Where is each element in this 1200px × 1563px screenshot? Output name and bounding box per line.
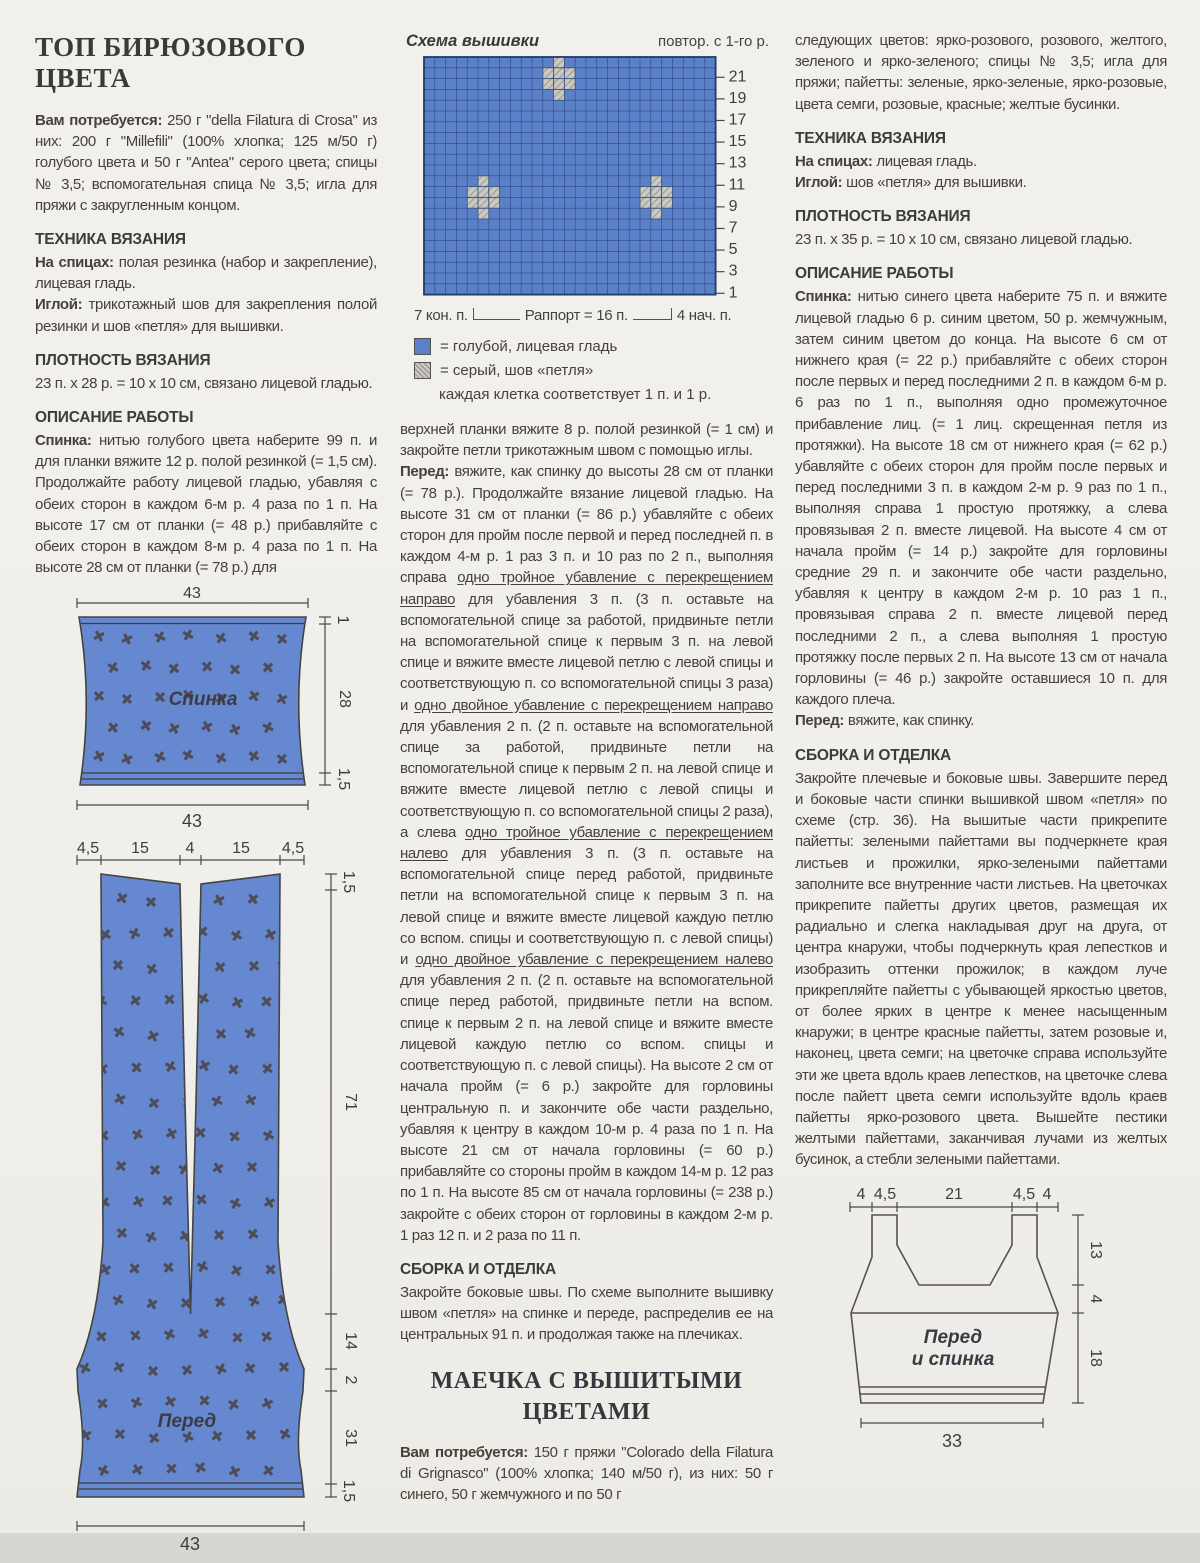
left-column bbox=[35, 30, 377, 1563]
chart-label-end-sts: 7 кон. п. bbox=[414, 307, 468, 324]
dim-front-r1: 1,5 bbox=[340, 871, 357, 894]
dim-front-r4: 2 bbox=[342, 1376, 359, 1385]
materials2-paragraph: Вам потребуется: 150 г пряжи "Colorado della Filatura di Grignasco" (100% хлопка; 140 м/50 г), из них: 50 г синего, 50 г жемчужного и по 50 г bbox=[400, 1443, 773, 1503]
tank-label-line1: Перед bbox=[923, 1326, 983, 1348]
colors-continuation-paragraph: следующих цветов: ярко-розового, розового, желтого, зеленого и ярко-зеленого; спицы № 3,5; игла для пряжи; пайетты: зеленые, ярко-зеленые, ярко-розовые, цвета семги, розовые, красные; желтые бусинки. bbox=[795, 32, 1167, 113]
schematic-front bbox=[35, 842, 377, 1563]
dim-tank-r1: 13 bbox=[1087, 1240, 1104, 1259]
svg-text:19: 19 bbox=[728, 89, 747, 107]
section-header-density: ПЛОТНОСТЬ ВЯЗАНИЯ bbox=[35, 351, 211, 369]
dim-front-r2: 71 bbox=[342, 1093, 359, 1112]
materials-paragraph: Вам потребуется: 250 г "della Filatura di Crosa" из них: 200 г "Millefili" (100% хлопка; 125 м/50 г) голубого цвета и 50 г "Antea" серого цвета; спицы № 3,5; вспомогательная спица № 3,5; игла для пряжи с закругленным концом. bbox=[35, 112, 377, 214]
svg-text:15: 15 bbox=[728, 133, 747, 151]
dim-back-hem-top: 1 bbox=[334, 616, 351, 625]
legend-item-blue bbox=[414, 336, 773, 357]
dim-back-hem-bottom: 1,5 bbox=[335, 768, 352, 791]
work-paragraph: Спинка: нитью голубого цвета наберите 99 п. и для планки вяжите 12 р. полой резинкой (= 1,5 см). Продолжайте работу лицевой гладью, убавляя с обеих сторон в каждом 6-м р. 4 раза по 1 п. На высоте 17 см от планки (= 48 р.) прибавляйте с обеих сторон в каждом 8-м р. 4 раза по 1 п. На высоте 28 см от планки (= 78 р.) для bbox=[35, 432, 377, 577]
svg-text:3: 3 bbox=[728, 262, 738, 280]
section-header-work-2: ОПИСАНИЕ РАБОТЫ bbox=[795, 265, 954, 283]
dim-tank-top-2: 4,5 bbox=[873, 1185, 897, 1203]
front-piece-label: Перед bbox=[157, 1411, 217, 1433]
assembly2-paragraph: Закройте плечевые и боковые швы. Завершите перед и боковые части спинки вышивкой швом «петля» по схеме (стр. 36). На вышитые части прикрепите пайетты: зелеными пайеттами вы подчеркнете края листьев и прожилки, ярко-зелеными пайеттами заполните все внутренние части листьев. На цветочках прикрепите пайетты других цветов, размещая их радиально и слегка накладывая друг на друга, от центра кнаружи, чтобы подчеркнуть края лепестков и изобразить оттенки прожилок; в каждом луче прикрепляйте пайетты с убывающей яркостью цветов, от более ярких в центре к менее насыщенным кнаружи; в центре красные пайетты, затем розовые и, наконец, цвета семги; на цветочке справа используйте эти же цвета вдоль краев лепестков, на цветочке слева после пайетт цвета семги используйте вдоль краев пайетты ярко-розового цвета. Вышейте пестики желтыми пайеттами, заканчивая лучами из желтых бусинок, а стебли зелеными пайеттами. bbox=[795, 769, 1167, 1169]
continuation-paragraph: верхней планки вяжите 8 р. полой резинкой (= 1 см) и закройте петли трикотажным швом с помощью иглы. bbox=[400, 421, 773, 460]
section-header-work: ОПИСАНИЕ РАБОТЫ bbox=[35, 409, 194, 427]
chart-label-rapport: Раппорт = 16 п. bbox=[524, 307, 628, 324]
tank-label-line2: и спинка bbox=[911, 1348, 995, 1370]
embroidery-chart-svg bbox=[424, 57, 760, 302]
chart-label-start-sts: 4 нач. п. bbox=[676, 307, 732, 324]
technique2-needles: На спицах: лицевая гладь. bbox=[795, 152, 977, 170]
second-article-title bbox=[406, 1366, 767, 1428]
back-piece-label: Спинка bbox=[168, 689, 238, 711]
dim-front-r5: 31 bbox=[342, 1429, 359, 1448]
chart-bottom-labels bbox=[414, 307, 773, 324]
svg-text:21: 21 bbox=[728, 68, 747, 86]
legend-blue-text: = голубой, лицевая гладь bbox=[440, 338, 618, 355]
technique-needles: На спицах: полая резинка (набор и закрепление), лицевая гладь. bbox=[35, 254, 377, 293]
chart-repeat-note: повтор. с 1-го р. bbox=[658, 33, 769, 50]
schematic-back bbox=[35, 587, 377, 836]
legend-note: каждая клетка соответствует 1 п. и 1 р. bbox=[439, 386, 712, 403]
section-header-assembly-2: СБОРКА И ОТДЕЛКА bbox=[795, 746, 951, 764]
schematic-back-svg bbox=[35, 587, 377, 831]
dim-front-bottom: 43 bbox=[179, 1534, 201, 1555]
svg-text:17: 17 bbox=[728, 111, 747, 129]
svg-text:9: 9 bbox=[728, 197, 738, 215]
grey-hatch-swatch-icon bbox=[414, 362, 431, 379]
chart-header bbox=[406, 32, 769, 51]
schematic-front-svg bbox=[35, 842, 377, 1558]
dim-front-top-1: 4,5 bbox=[76, 840, 100, 858]
dim-back-height: 28 bbox=[336, 690, 353, 709]
middle-column bbox=[400, 30, 773, 1505]
dim-tank-bottom: 33 bbox=[941, 1430, 963, 1451]
section-header-assembly-mid: СБОРКА И ОТДЕЛКА bbox=[400, 1260, 556, 1278]
technique-needle: Иглой: трикотажный шов для закрепления полой резинки и шов «петля» для вышивки. bbox=[35, 296, 377, 335]
chart-legend bbox=[414, 336, 773, 405]
dim-back-top: 43 bbox=[183, 585, 201, 603]
legend-grey-text: = серый, шов «петля» bbox=[440, 362, 594, 379]
front-instructions-paragraph: Перед: вяжите, как спинку до высоты 28 см от планки (= 78 р.). Продолжайте вязание лицевой гладью. На высоте 31 см от планки (= 86 р.) убавляйте с обеих сторон для пройм после первой и перед последней п. в каждом 4-м р. 1 раз 3 п. и 10 раз по 2 п., выполняя справа одно тройное убавление с перекрещением направо для убавления 3 п. (3 п. оставьте на вспомогательной спице за работой, придвиньте петли на вспомогательной спице к первым 3 п. на левой спице и вяжите вместе лицевой петлю с левой спицы и соответствующую п. со вспомогательной спицы 3 раза) и одно двойное убавление с перекрещением направо для убавления 2 п. (2 п. оставьте на вспомогательной спице за работой, придвиньте петли на вспомогательной спице к первым 2 п. на левой спице и вяжите вместе лицевой петлю с левой спицы и соответствующую п. со вспомогательной спицы 2 раза), а слева одно тройное убавление с перекрещением налево для убавления 3 п. (3 п. оставьте на вспомогательной спице перед работой, придвиньте петли на вспомогательной спице к первым 3 п. на левой спице и вяжите вместе лицевой каждую петлю со вспом. спицы и соответствующую п. с левой спицы) и одно двойное убавление с перекрещением налево для убавления 2 п. (2 п. оставьте на вспомогательной спице перед работой, придвиньте петли на вспом. спице к первым 2 п. на левой спице и вяжите вместе лицевой каждую петлю со вспом. спицы и соответствующую п. с левой спицы). На высоте 2 см от начала пройм (= 6 р.) закройте для горловины центральную п. и закончите обе части раздельно, убавляя к центру в каждом 10-м р. 4 раза по 1 п. На высоте 21 см от начала горловины (= 60 р.) прибавляйте со стороны пройм в каждом 14-м р. 12 раз по 1 п. На высоте 85 см от начала горловины (= 238 р.) закройте с обеих сторон от горловины в каждом 2-м р. 1 раз 12 п. и 2 раза по 11 п. bbox=[400, 463, 774, 1244]
right-column bbox=[795, 30, 1167, 1458]
dim-tank-top-5: 4 bbox=[1042, 1185, 1052, 1203]
page-title: ТОП БИРЮЗОВОГО ЦВЕТА bbox=[35, 32, 306, 93]
work2-back-paragraph: Спинка: нитью синего цвета наберите 75 п. и вяжите лицевой гладью 6 р. синим цветом, 50 р. жемчужным, затем синим цветом до конца. На высоте 6 см от нижнего края (= 22 р.) прибавляйте с обеих сторон после первых и перед последними 2 п. в каждом 6-м р. 6 раз по 1 п., выполняя одно промежуточное прибавление лиц. (= 1 лиц. скрещенная петля из протяжки). На высоте 18 см от нижнего края (= 62 р.) убавляйте с обеих сторон для пройм после первых и перед последними 3 п. в каждом 2-м р. 9 раз по 1 п., выполняя справа 1 простую протяжку, а слева провязывая 2 п. вместе лицевой. На высоте 4 см от начала пройм (= 14 р.) закройте для горловины средние 29 п. и закончите обе части раздельно, убавляя к центру в каждом 2-м р. 10 раз 1 п., провязывая справа 2 п. вместе лицевой перед последними 2 п., а слева выполняя 1 простую протяжку после первых 2 п. На высоте 13 см от начала горловины (= 46 р.) закройте оставшиеся 10 п. для каждого плеча. bbox=[795, 288, 1167, 709]
density2-paragraph: 23 п. х 35 р. = 10 х 10 см, связано лицевой гладью. bbox=[795, 231, 1133, 249]
svg-text:5: 5 bbox=[728, 241, 738, 259]
svg-text:13: 13 bbox=[728, 154, 747, 172]
dim-front-top-2: 15 bbox=[131, 840, 149, 858]
dim-tank-r3: 18 bbox=[1087, 1348, 1104, 1367]
svg-text:1: 1 bbox=[728, 284, 738, 302]
work2-front-paragraph: Перед: вяжите, как спинку. bbox=[795, 712, 975, 730]
dim-front-top-4: 15 bbox=[232, 840, 250, 858]
dim-front-top-3: 4 bbox=[185, 840, 195, 858]
assembly-paragraph-mid: Закройте боковые швы. По схеме выполните вышивку швом «петля» на спинке и переде, распределив ее на центральных 91 п. и продолжая также на плечиках. bbox=[400, 1283, 773, 1344]
dim-tank-top-4: 4,5 bbox=[1012, 1185, 1036, 1203]
dim-tank-top-1: 4 bbox=[856, 1185, 866, 1203]
density-paragraph: 23 п. х 28 р. = 10 х 10 см, связано лицевой гладью. bbox=[35, 374, 373, 392]
dim-tank-top-3: 21 bbox=[945, 1185, 963, 1203]
dim-front-top-5: 4,5 bbox=[281, 840, 305, 858]
second-title-line2: ЦВЕТАМИ bbox=[522, 1398, 651, 1425]
section-header-density-2: ПЛОТНОСТЬ ВЯЗАНИЯ bbox=[795, 208, 971, 226]
chart-title: Схема вышивки bbox=[406, 32, 540, 50]
dim-back-bottom: 43 bbox=[181, 811, 203, 832]
dim-tank-r2: 4 bbox=[1087, 1294, 1104, 1303]
embroidery-chart bbox=[424, 57, 773, 303]
dim-front-r6: 1,5 bbox=[340, 1480, 357, 1503]
dim-front-r3: 14 bbox=[342, 1332, 359, 1351]
schematic-tank bbox=[795, 1185, 1167, 1458]
technique2-needle: Иглой: шов «петля» для вышивки. bbox=[795, 174, 1027, 192]
section-header-technique: ТЕХНИКА ВЯЗАНИЯ bbox=[35, 231, 186, 249]
svg-text:7: 7 bbox=[728, 219, 738, 237]
svg-text:11: 11 bbox=[728, 176, 746, 194]
legend-item-grey bbox=[414, 360, 773, 381]
bracket-left bbox=[473, 308, 520, 320]
bracket-right bbox=[633, 308, 672, 320]
section-header-technique-2: ТЕХНИКА ВЯЗАНИЯ bbox=[795, 129, 946, 147]
blue-swatch-icon bbox=[414, 338, 431, 355]
schematic-tank-svg bbox=[795, 1185, 1167, 1453]
second-title-line1: МАЕЧКА С ВЫШИТЫМИ bbox=[430, 1367, 743, 1394]
tank-outline-shape bbox=[851, 1215, 1058, 1403]
